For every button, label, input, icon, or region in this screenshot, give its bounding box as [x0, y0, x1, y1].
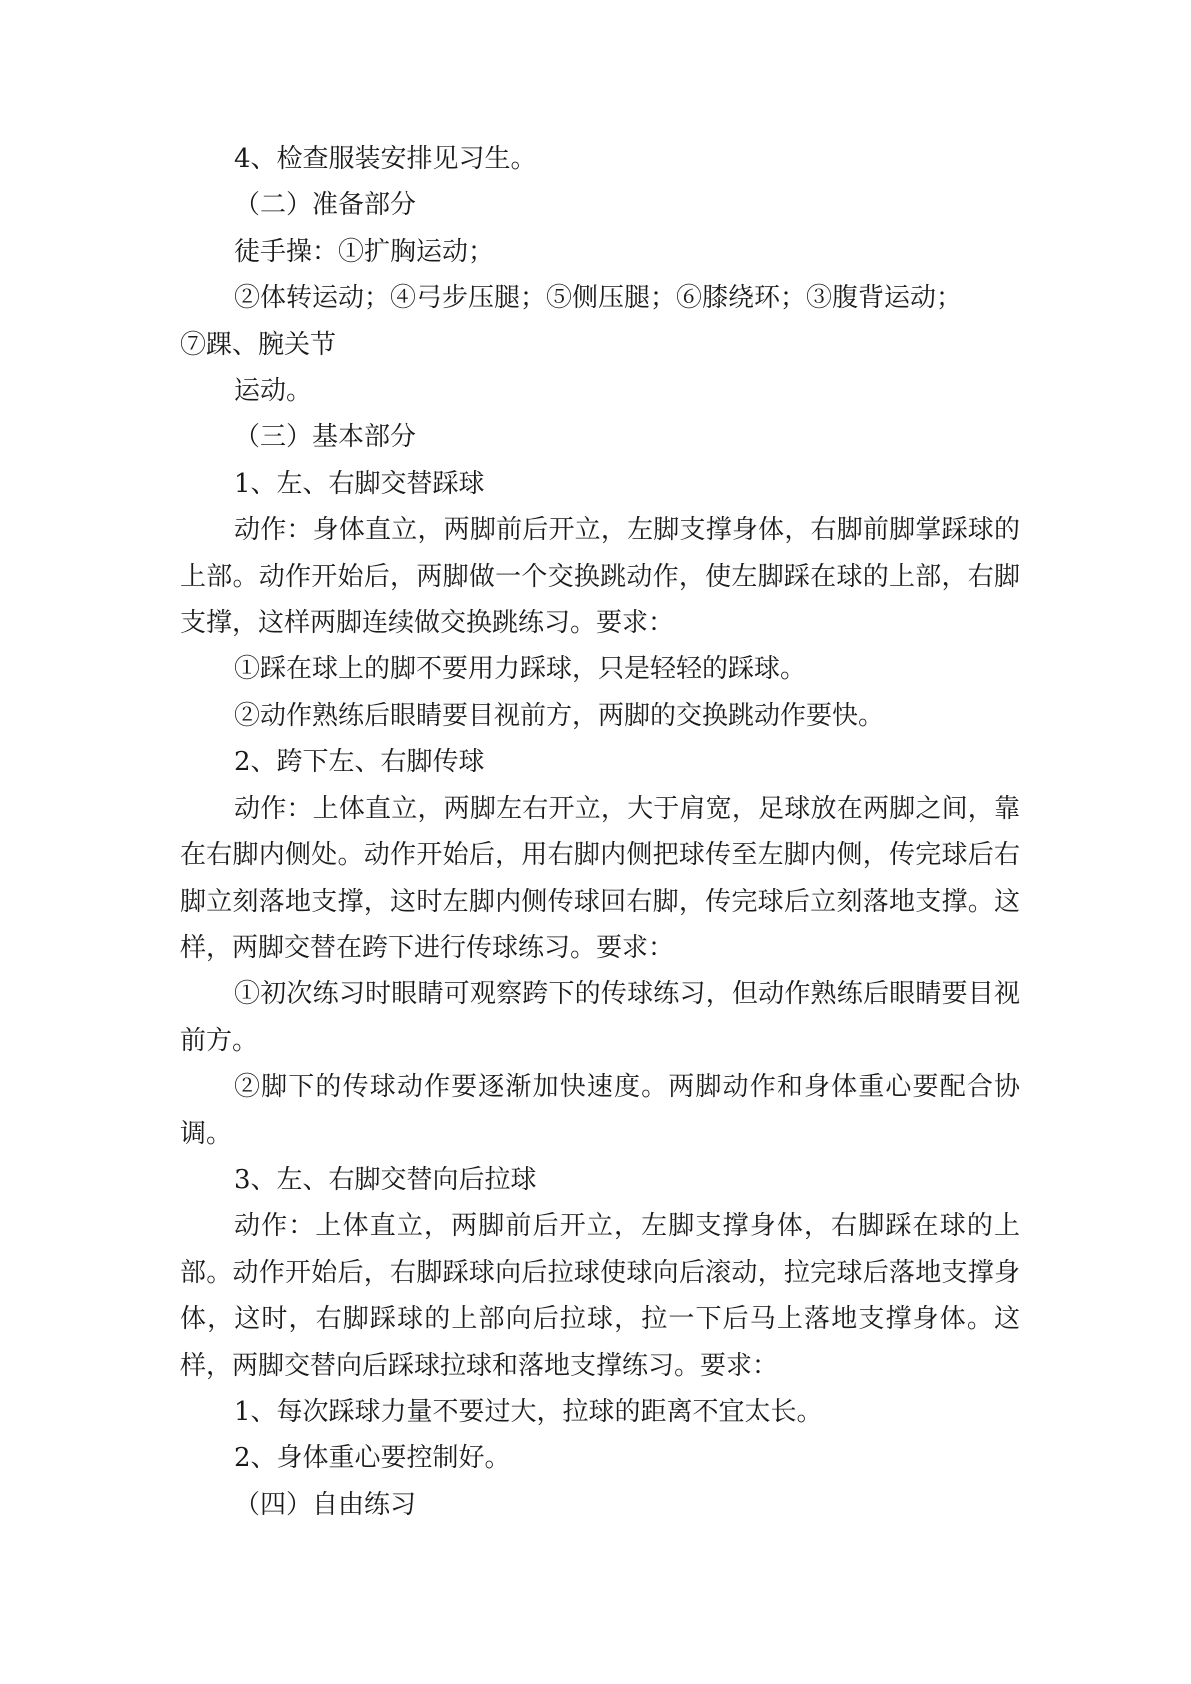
- section-heading-free-practice: （四）自由练习: [234, 1489, 417, 1520]
- paragraph-check-clothing: 4、检查服装安排见习生。: [234, 144, 537, 174]
- section-heading-basic: （三）基本部分: [234, 422, 417, 453]
- paragraph-crotch-pass-req-1: ①初次练习时眼睛可观察跨下的传球练习，但动作熟练后眼睛要目视前方。: [180, 979, 1020, 1056]
- item-heading-crotch-pass: 2、跨下左、右脚传球: [234, 747, 485, 778]
- paragraph-exercise-list: ②体转运动；④弓步压腿；⑤侧压腿；⑥膝绕环；③腹背运动；: [234, 283, 963, 314]
- paragraph-pull-back-req-2: 2、身体重心要控制好。: [234, 1443, 511, 1474]
- paragraph-step-ball-req-2: ②动作熟练后眼睛要目视前方，两脚的交换跳动作要快。: [234, 700, 885, 731]
- paragraph-freehand-exercise: 徒手操：①扩胸运动；: [234, 236, 495, 267]
- item-heading-step-ball: 1、左、右脚交替踩球: [234, 468, 485, 499]
- paragraph-step-ball-action: 动作：身体直立，两脚前后开立，左脚支撑身体，右脚前脚掌踩球的上部。动作开始后，两脚做一个交换跳动作，使左脚踩在球的上部，右脚支撑，这样两脚连续做交换跳练习。要求：: [180, 515, 1020, 639]
- document-body: [180, 136, 1020, 1528]
- paragraph-crotch-pass-req-2: ②脚下的传球动作要逐渐加快速度。两脚动作和身体重心要配合协调。: [180, 1072, 1020, 1149]
- paragraph-crotch-pass-action: 动作：上体直立，两脚左右开立，大于肩宽，足球放在两脚之间，靠在右脚内侧处。动作开始后，用右脚内侧把球传至左脚内侧，传完球后右脚立刻落地支撑，这时左脚内侧传球回右脚，传完球后立刻落地支撑。这样，两脚交替在跨下进行传球练习。要求：: [180, 793, 1020, 963]
- paragraph-exercise-list-cont: ⑦踝、腕关节: [180, 329, 337, 360]
- paragraph-step-ball-req-1: ①踩在球上的脚不要用力踩球，只是轻轻的踩球。: [234, 654, 807, 685]
- paragraph-exercise-list-end: 运动。: [234, 376, 313, 407]
- paragraph-pull-back-req-1: 1、每次踩球力量不要过大，拉球的距离不宜太长。: [234, 1396, 823, 1427]
- section-heading-preparation: （二）准备部分: [234, 190, 417, 221]
- item-heading-pull-back: 3、左、右脚交替向后拉球: [234, 1164, 537, 1195]
- paragraph-pull-back-action: 动作：上体直立，两脚前后开立，左脚支撑身体，右脚踩在球的上部。动作开始后，右脚踩球向后拉球使球向后滚动，拉完球后落地支撑身体，这时，右脚踩球的上部向后拉球，拉一下后马上落地支撑身体。这样，两脚交替向后踩球拉球和落地支撑练习。要求：: [180, 1211, 1020, 1381]
